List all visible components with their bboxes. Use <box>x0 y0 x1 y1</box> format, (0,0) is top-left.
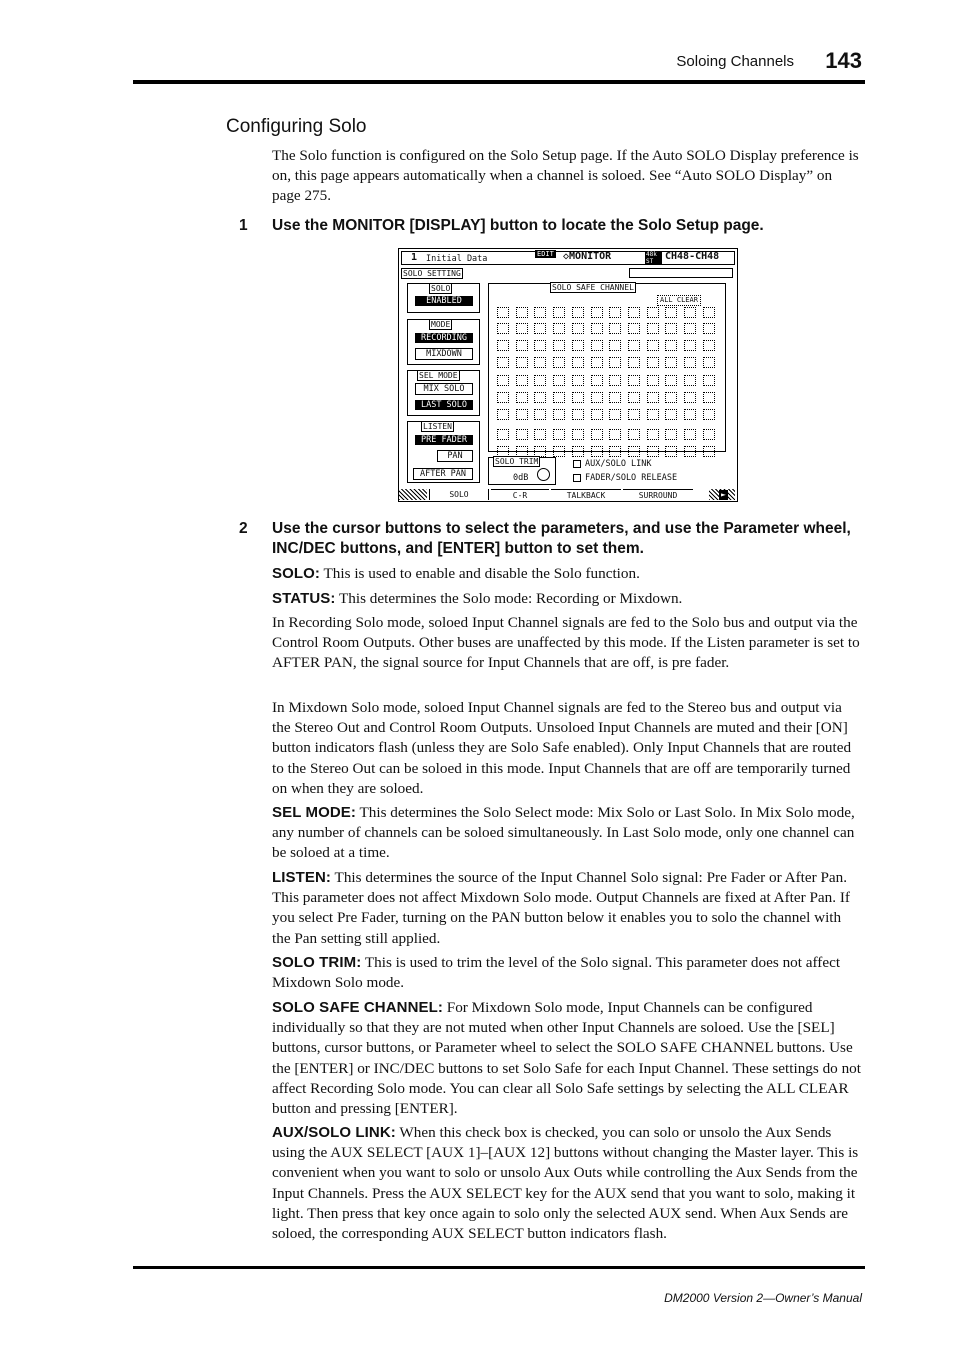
solo-safe-channel-button[interactable] <box>534 429 546 440</box>
param-text: For Mixdown Solo mode, Input Channels can be configured individually so that they are not muted when other Input Channels are soloed. Use the [SEL] buttons, cursor buttons, or Parameter wheel to select the SOLO SAFE CHANNEL buttons. Use the [ENTER] or INC/DEC buttons to set Solo Safe for each Input Channel. These settings do not affect Recording Solo mode. You can clear all Solo Safe settings by selecting the ALL CLEAR button and pressing [ENTER]. <box>272 999 861 1118</box>
solo-safe-channel-button[interactable] <box>572 429 584 440</box>
solo-safe-channel-button[interactable] <box>628 392 640 403</box>
solo-safe-channel-button[interactable] <box>628 375 640 386</box>
page-name-field <box>629 268 733 278</box>
solo-safe-channel-button[interactable] <box>572 357 584 368</box>
solo-safe-channel-button[interactable] <box>553 409 565 420</box>
param-lead: SEL MODE: <box>272 804 356 821</box>
sel-mode-label: SEL MODE <box>419 371 458 380</box>
param-solo-trim <box>272 953 862 993</box>
solo-safe-channel-button[interactable] <box>684 357 696 368</box>
footer: DM2000 Version 2—Owner’s Manual <box>664 1291 862 1305</box>
fader-solo-release-label: FADER/SOLO RELEASE <box>585 473 678 483</box>
solo-setup-screen <box>398 248 738 502</box>
param-lead: LISTEN: <box>272 869 332 886</box>
solo-safe-channel-button[interactable] <box>591 307 603 318</box>
solo-safe-channel-button[interactable] <box>647 409 659 420</box>
aux-solo-link-label: AUX/SOLO LINK <box>585 459 652 469</box>
solo-safe-channel-button[interactable] <box>609 323 621 334</box>
solo-safe-channel-button[interactable] <box>516 375 528 386</box>
rate-bottom: ST <box>646 258 654 265</box>
solo-safe-channel-button[interactable] <box>684 409 696 420</box>
solo-safe-channel-button[interactable] <box>572 340 584 351</box>
page-tab: SOLO SETTING <box>403 269 461 278</box>
solo-safe-channel-button[interactable] <box>628 429 640 440</box>
edit-badge: EDIT <box>537 250 554 258</box>
param-text: This determines the source of the Input Channel Solo signal: Pre Fader or After Pan. This parameter does not affect Mixdown Solo mode. Output Channels are fixed at After Pan. If you select Pre Fader, turning on the PAN button below it enables you to solo the channel with the Pan setting still applied. <box>272 869 850 947</box>
solo-safe-channel-button[interactable] <box>684 392 696 403</box>
solo-safe-channel-button[interactable] <box>665 429 677 440</box>
mode-recording-button[interactable]: RECORDING <box>415 333 473 343</box>
rate-badge <box>645 251 662 265</box>
solo-safe-channel-button[interactable] <box>572 323 584 334</box>
solo-safe-channel-button[interactable] <box>609 307 621 318</box>
param-text: This is used to trim the level of the Solo signal. This parameter does not affect Mixdown Solo mode. <box>272 954 841 992</box>
mixdown-mode-paragraph <box>272 698 862 799</box>
param-solo-safe <box>272 998 862 1119</box>
mode-mixdown-button[interactable]: MIXDOWN <box>415 348 473 360</box>
monitor-label <box>563 252 611 262</box>
solo-safe-channel-button[interactable] <box>703 307 715 318</box>
param-lead: SOLO SAFE CHANNEL: <box>272 999 443 1016</box>
solo-safe-channel-button[interactable] <box>609 446 621 457</box>
diamond-icon: ◇ <box>563 251 570 262</box>
solo-safe-channel-button[interactable] <box>647 392 659 403</box>
pan-button[interactable]: PAN <box>437 450 473 462</box>
listen-label: LISTEN <box>423 422 452 431</box>
tab-solo[interactable]: SOLO <box>429 489 489 500</box>
last-solo-button[interactable]: LAST SOLO <box>415 400 473 410</box>
solo-safe-channel-button[interactable] <box>665 446 677 457</box>
channel-label: CH48-CH48 <box>665 251 720 262</box>
after-pan-button[interactable]: AFTER PAN <box>413 468 473 480</box>
solo-safe-channel-button[interactable] <box>665 323 677 334</box>
solo-safe-channel-button[interactable] <box>647 323 659 334</box>
solo-safe-channel-button[interactable] <box>665 340 677 351</box>
rate-top: 48k <box>646 251 657 258</box>
solo-safe-channel-button[interactable] <box>665 307 677 318</box>
solo-safe-channel-button[interactable] <box>609 340 621 351</box>
solo-safe-channel-button[interactable] <box>591 323 603 334</box>
solo-label: SOLO <box>431 284 451 293</box>
solo-safe-channel-button[interactable] <box>684 429 696 440</box>
solo-safe-channel-button[interactable] <box>647 357 659 368</box>
solo-safe-channel-button[interactable] <box>703 446 715 457</box>
solo-safe-channel-button[interactable] <box>516 307 528 318</box>
solo-safe-channel-button[interactable] <box>591 357 603 368</box>
solo-safe-channel-button[interactable] <box>516 392 528 403</box>
solo-safe-channel-button[interactable] <box>609 409 621 420</box>
solo-safe-channel-button[interactable] <box>591 429 603 440</box>
solo-safe-label: SOLO SAFE CHANNEL <box>552 283 634 292</box>
solo-safe-channel-button[interactable] <box>628 340 640 351</box>
solo-trim-value: 0dB <box>513 473 529 483</box>
mix-solo-button[interactable]: MIX SOLO <box>415 383 473 395</box>
solo-safe-channel-button[interactable] <box>534 340 546 351</box>
param-text: This is used to enable and disable the Solo function. <box>320 565 640 582</box>
solo-safe-channel-button[interactable] <box>497 307 509 318</box>
mode-label: MODE <box>431 320 451 329</box>
solo-safe-channel-button[interactable] <box>497 323 509 334</box>
solo-safe-channel-button[interactable] <box>497 340 509 351</box>
solo-safe-channel-button[interactable] <box>609 392 621 403</box>
solo-safe-channel-button[interactable] <box>553 429 565 440</box>
solo-safe-channel-button[interactable] <box>609 357 621 368</box>
tab-talkback[interactable]: TALKBACK <box>551 489 621 500</box>
solo-safe-channel-button[interactable] <box>684 446 696 457</box>
recording-mode-paragraph <box>272 613 862 674</box>
solo-safe-channel-button[interactable] <box>534 357 546 368</box>
solo-safe-channel-button[interactable] <box>609 429 621 440</box>
solo-safe-channel-button[interactable] <box>516 357 528 368</box>
param-text: In Recording Solo mode, soloed Input Channel signals are fed to the Solo bus and output via the Control Room Outputs. Other buses are unaffected by this mode. If the Listen parameter is set to AFTER PAN, the signal source for Input Channels that are off, is pre fader. <box>272 614 860 672</box>
solo-safe-channel-button[interactable] <box>628 307 640 318</box>
solo-safe-channel-button[interactable] <box>647 307 659 318</box>
param-lead: STATUS: <box>272 590 336 607</box>
solo-safe-channel-button[interactable] <box>703 375 715 386</box>
monitor-text: MONITOR <box>569 251 612 262</box>
param-sel-mode <box>272 803 862 864</box>
solo-safe-channel-button[interactable] <box>703 392 715 403</box>
aux-solo-link-checkbox[interactable] <box>573 460 581 468</box>
param-text: When this check box is checked, you can solo or unsolo the Aux Sends using the AUX SELECT [AUX 1]–[AUX 12] buttons without changing the Master layer. This is convenient when you want to solo or unsolo Aux Outs while controlling the Aux Sends from the Input Channels. Press the AUX SELECT key for the AUX send that you want to solo, making it light. Then press that key once again to solo only the selected AUX send. When Aux Sends are soloed, the corresponding AUX SELECT button indicators flash. <box>272 1124 859 1243</box>
param-text: This determines the Solo mode: Recording or Mixdown. <box>335 590 683 607</box>
tab-surround[interactable]: SURROUND <box>623 489 693 500</box>
solo-safe-channel-button[interactable] <box>647 340 659 351</box>
step-text: Use the cursor buttons to select the parameters, and use the Parameter wheel, INC/DEC buttons, and [ENTER] button to set them. <box>272 520 851 557</box>
solo-safe-channel-button[interactable] <box>591 392 603 403</box>
solo-safe-channel-button[interactable] <box>665 375 677 386</box>
solo-safe-channel-button[interactable] <box>665 357 677 368</box>
solo-safe-channel-button[interactable] <box>591 340 603 351</box>
section-heading: Configuring Solo <box>226 116 367 137</box>
solo-safe-channel-button[interactable] <box>553 446 565 457</box>
tab-c-r[interactable]: C-R <box>491 489 549 500</box>
solo-safe-channel-button[interactable] <box>665 392 677 403</box>
solo-safe-channel-button[interactable] <box>516 323 528 334</box>
all-clear-button[interactable]: ALL CLEAR <box>657 295 701 306</box>
solo-safe-channel-button[interactable] <box>516 429 528 440</box>
solo-safe-channel-button[interactable] <box>534 409 546 420</box>
fader-solo-release-checkbox[interactable] <box>573 474 581 482</box>
param-listen <box>272 868 862 949</box>
solo-safe-channel-button[interactable] <box>572 307 584 318</box>
solo-safe-channel-button[interactable] <box>497 429 509 440</box>
trim-knob-icon[interactable] <box>537 468 550 481</box>
solo-safe-channel-button[interactable] <box>534 375 546 386</box>
solo-safe-channel-button[interactable] <box>572 375 584 386</box>
param-text: This determines the Solo Select mode: Mix Solo or Last Solo. In Mix Solo mode, any number of channels can be soloed simultaneously. In Last Solo mode, only one channel can be soloed at a time. <box>272 804 855 862</box>
page-number: 143 <box>825 48 862 73</box>
header-section: Soloing Channels <box>676 53 794 70</box>
step-text: Use the MONITOR [DISPLAY] button to locate the Solo Setup page. <box>272 217 764 234</box>
solo-trim-label: SOLO TRIM <box>495 457 539 466</box>
step-number: 2 <box>239 520 248 537</box>
solo-safe-channel-button[interactable] <box>497 357 509 368</box>
solo-safe-channel-button[interactable] <box>572 392 584 403</box>
tab-scroll-left[interactable] <box>399 489 427 500</box>
solo-safe-channel-button[interactable] <box>628 446 640 457</box>
solo-safe-channel-button[interactable] <box>703 429 715 440</box>
solo-safe-channel-button[interactable] <box>553 375 565 386</box>
solo-safe-channel-button[interactable] <box>647 375 659 386</box>
scene-number: 1 <box>411 252 418 263</box>
solo-safe-channel-button[interactable] <box>497 392 509 403</box>
header-rule <box>133 80 865 84</box>
solo-safe-channel-button[interactable] <box>703 340 715 351</box>
solo-safe-channel-button[interactable] <box>572 446 584 457</box>
solo-safe-channel-button[interactable] <box>497 409 509 420</box>
solo-safe-channel-button[interactable] <box>553 323 565 334</box>
solo-safe-channel-button[interactable] <box>516 409 528 420</box>
solo-safe-channel-button[interactable] <box>497 375 509 386</box>
solo-safe-channel-button[interactable] <box>684 375 696 386</box>
param-status <box>272 589 862 609</box>
solo-safe-channel-button[interactable] <box>628 357 640 368</box>
param-solo <box>272 564 862 584</box>
solo-safe-channel-button[interactable] <box>665 409 677 420</box>
solo-safe-channel-button[interactable] <box>647 446 659 457</box>
solo-safe-channel-button[interactable] <box>647 429 659 440</box>
solo-safe-channel-button[interactable] <box>553 392 565 403</box>
solo-safe-channel-button[interactable] <box>553 340 565 351</box>
scene-name: Initial Data <box>426 254 488 264</box>
solo-safe-channel-button[interactable] <box>591 409 603 420</box>
solo-enabled-button[interactable]: ENABLED <box>415 296 473 306</box>
solo-safe-channel-button[interactable] <box>703 409 715 420</box>
solo-safe-channel-button[interactable] <box>609 375 621 386</box>
solo-safe-channel-button[interactable] <box>553 357 565 368</box>
solo-safe-channel-button[interactable] <box>703 357 715 368</box>
solo-safe-channel-button[interactable] <box>628 323 640 334</box>
solo-safe-channel-button[interactable] <box>591 446 603 457</box>
param-aux-solo-link <box>272 1123 862 1244</box>
param-lead: SOLO TRIM: <box>272 954 362 971</box>
solo-safe-channel-button[interactable] <box>516 340 528 351</box>
intro-paragraph: The Solo function is configured on the Solo Setup page. If the Auto SOLO Display preference is on, this page appears automatically when a channel is soloed. See “Auto SOLO Display” on page 275. <box>272 147 859 205</box>
solo-safe-channel-button[interactable] <box>534 392 546 403</box>
param-lead: SOLO: <box>272 565 320 582</box>
solo-safe-channel-button[interactable] <box>572 409 584 420</box>
solo-safe-channel-button[interactable] <box>684 323 696 334</box>
param-text: In Mixdown Solo mode, soloed Input Channel signals are fed to the Stereo bus and output via the Stereo Out and Control Room Outputs. Unsoloed Input Channels are muted and their [ON] button indicators flash (unless they are Solo Safe enabled). Only Input Channels that are routed to the Stereo Out can be soloed in this mode. Input Channels that are off are temporarily turned on when they are soloed. <box>272 699 852 797</box>
solo-safe-channel-button[interactable] <box>628 409 640 420</box>
param-lead: AUX/SOLO LINK: <box>272 1124 396 1141</box>
tab-next-arrow-icon[interactable]: ► <box>721 490 726 499</box>
solo-safe-channel-button[interactable] <box>534 307 546 318</box>
solo-safe-channel-button[interactable] <box>703 323 715 334</box>
solo-safe-channel-button[interactable] <box>591 375 603 386</box>
pre-fader-button[interactable]: PRE FADER <box>415 435 473 445</box>
step-number: 1 <box>239 217 248 234</box>
solo-safe-channel-button[interactable] <box>553 307 565 318</box>
solo-safe-channel-button[interactable] <box>684 307 696 318</box>
footer-rule <box>133 1266 865 1269</box>
solo-safe-channel-button[interactable] <box>534 323 546 334</box>
solo-safe-channel-button[interactable] <box>684 340 696 351</box>
